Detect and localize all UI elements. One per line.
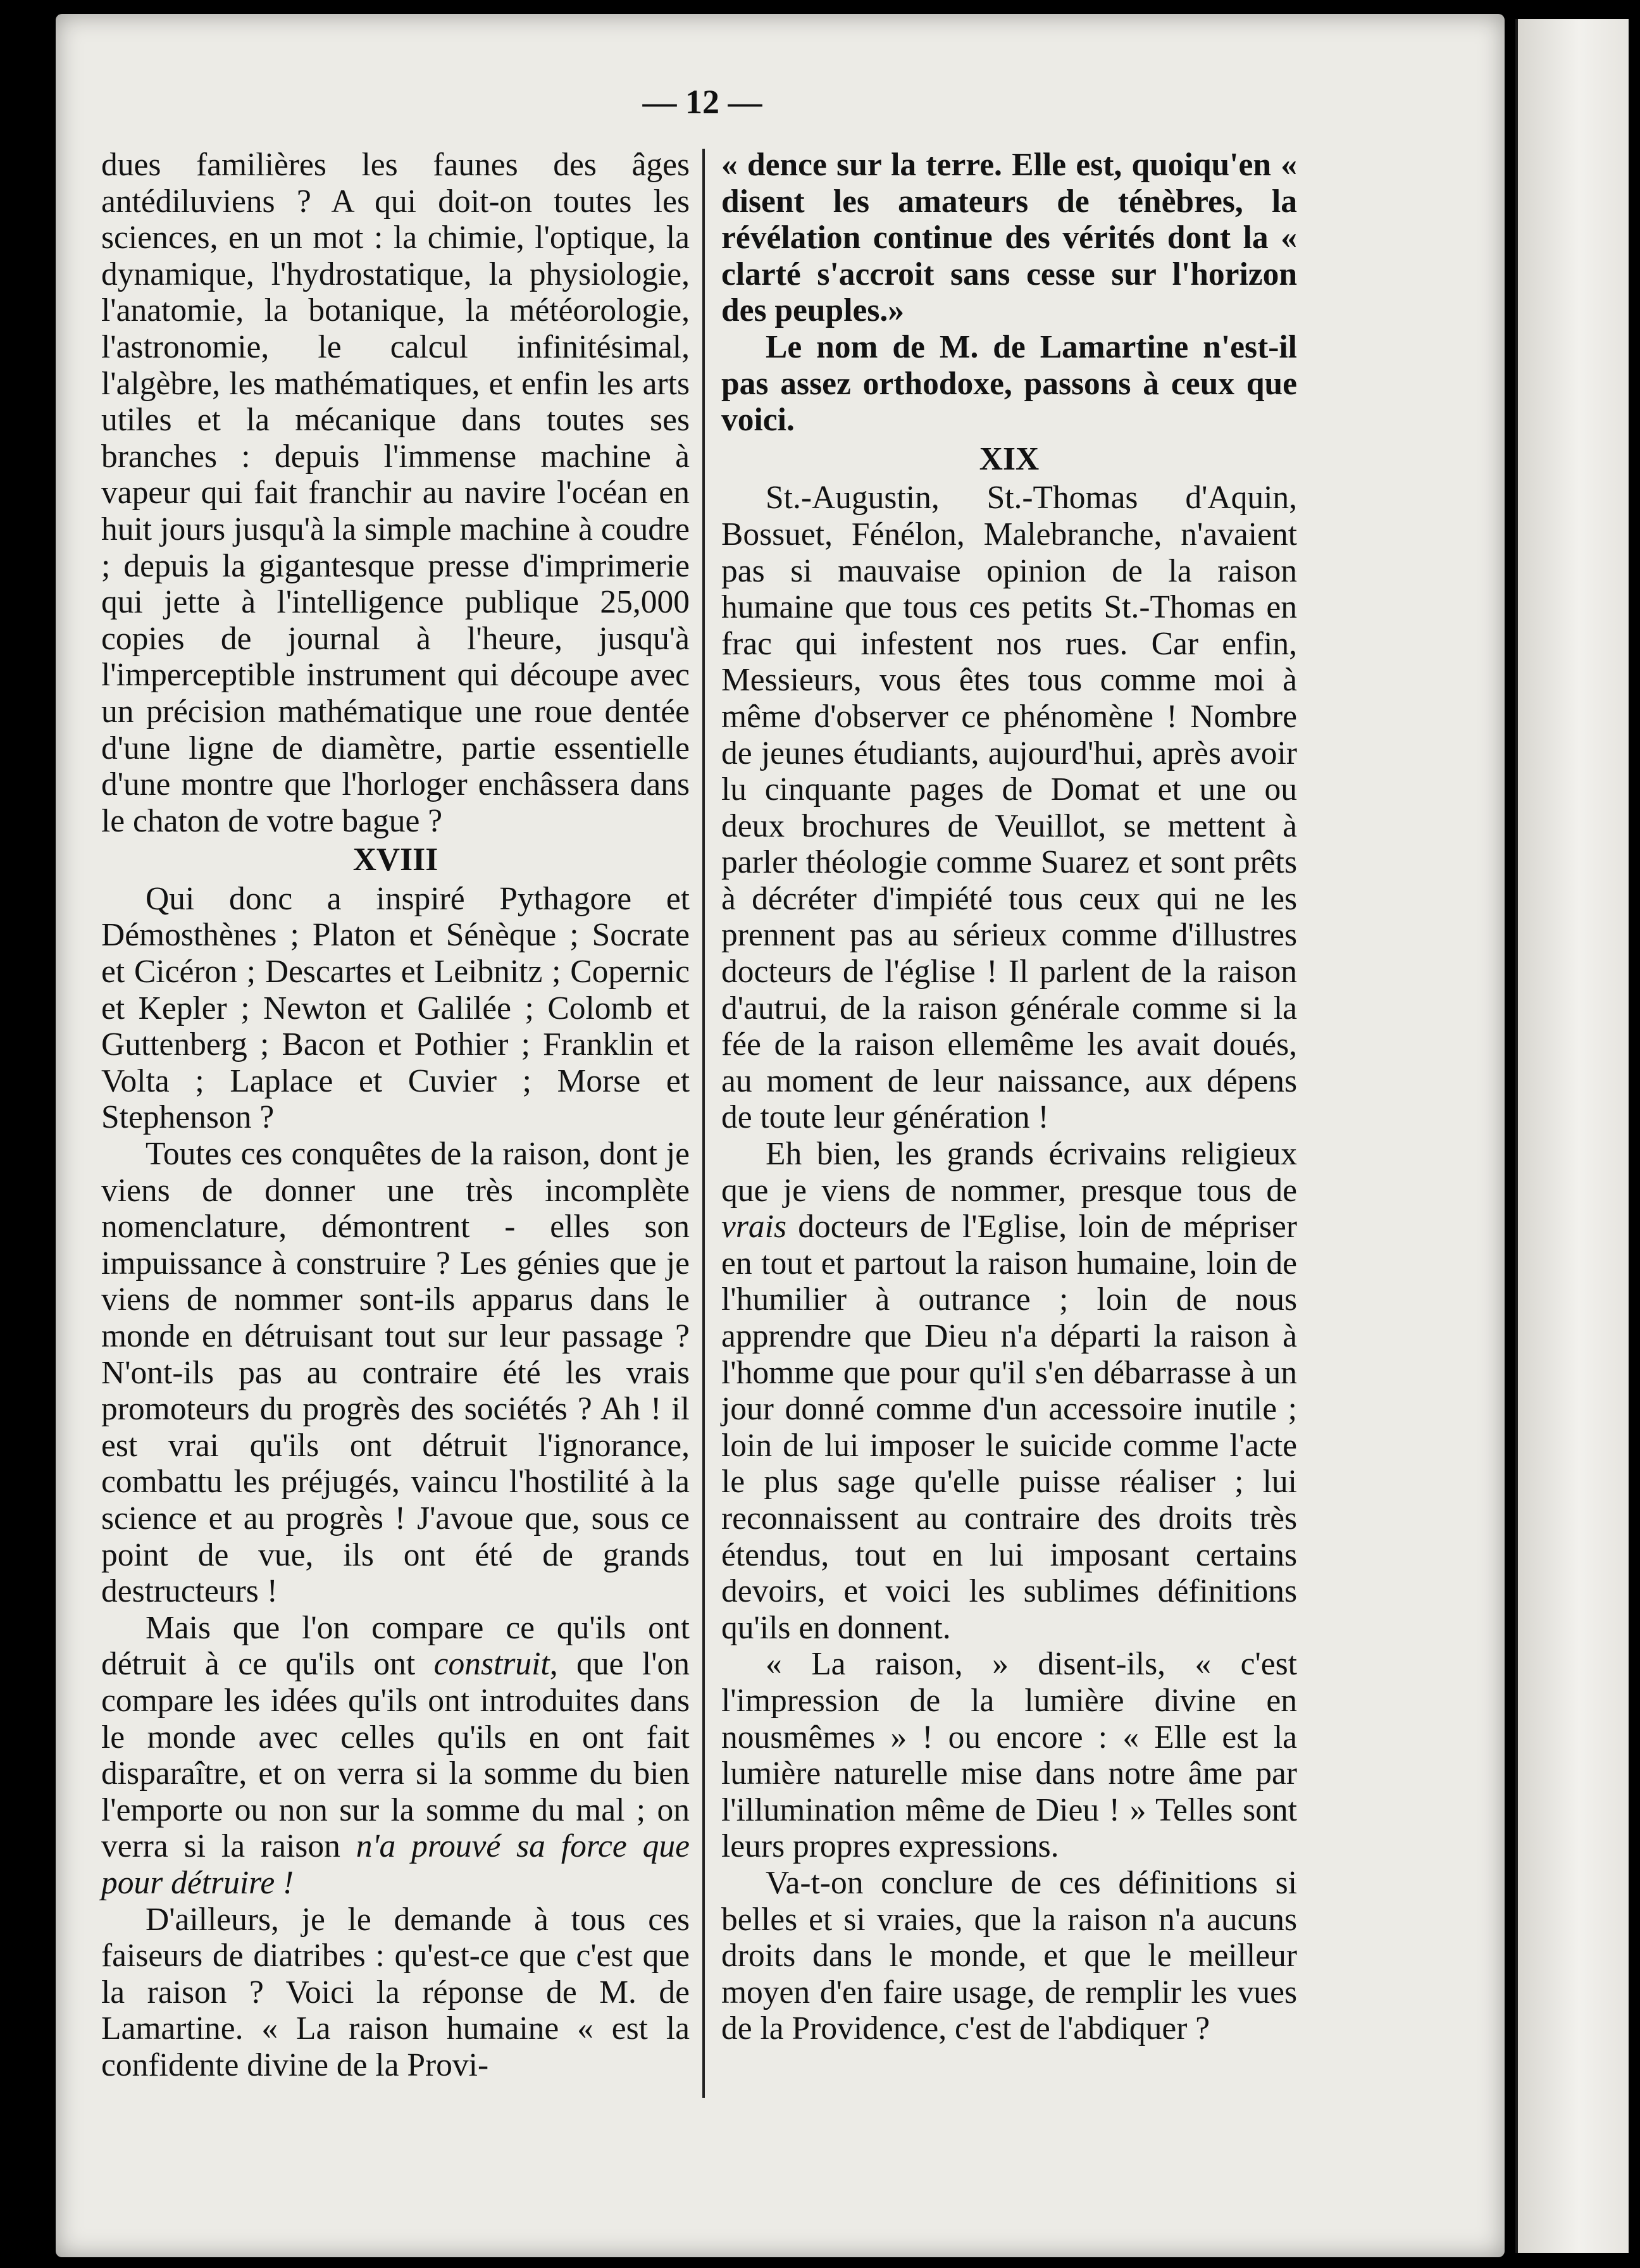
text-run: docteurs de l'Eglise, loin de mépriser en tout et partout la raison humaine, loin de l'humilier à outrance ; loin de nous apprendre que Dieu n'a départi la raison à l'homme que pour qu'il s'en débarrasse à un jour donné comme d'un accessoire inutile ; loin de lui imposer le suicide comme l'acte le plus sage qu'elle puisse réaliser ; lui reconnaissent au contraire des droits très étendus, tout en lui imposant certains devoirs, et voici les sublimes définitions qu'ils en donnent. <box>721 1209 1297 1646</box>
text-run: Eh bien, les grands écrivains religieux que je viens de nommer, presque tous de <box>721 1136 1297 1209</box>
facing-page-edge <box>1515 19 1629 2253</box>
text-run: Mais que l'on compare ce qu'ils ont détruit à ce qu'ils ont <box>101 1609 690 1683</box>
paragraph-comparison <box>101 1610 690 1902</box>
column-rule <box>702 149 705 2098</box>
left-column <box>101 147 690 2083</box>
paragraph-conclusion: Va-t-on conclure de ces définitions si belles et si vraies, que la raison n'a aucuns droits dans le monde, et que le meilleur moyen d'en faire usage, de remplir les vues de la Providence, c'est de l'abdiquer ? <box>721 1864 1297 2047</box>
paragraph-orthodox: Le nom de M. de Lamartine n'est-il pas assez orthodoxe, passons à ceux que voici. <box>721 328 1297 439</box>
page-number: — 12 — <box>642 83 762 121</box>
paragraph-saints: St.-Augustin, St.-Thomas d'Aquin, Bossuet, Fénélon, Malebranche, n'avaient pas si mauvaise opinion de la raison humaine que tous ces petits St.-Thomas en frac qui infestent nos rues. Car enfin, Messieurs, vous êtes tous comme moi à même d'observer ce phénomène ! Nombre de jeunes étudiants, aujourd'hui, après avoir lu cinquante pages de Domat et une ou deux brochures de Veuillot, se mettent à parler théologie comme Suarez et sont prêts à décréter d'impiété tous ceux qui ne les prennent pas au sérieux comme d'illustres docteurs de l'église ! Il parlent de la raison d'autrui, de la raison générale comme si la fée de la raison ellemême les avait doués, au moment de leur naissance, aux dépens de toute leur génération ! <box>721 480 1297 1136</box>
right-column <box>721 147 1297 2047</box>
italic-run: vrais <box>721 1209 786 1245</box>
paragraph-philosophers: Qui donc a inspiré Pythagore et Démosthènes ; Platon et Sénèque ; Socrate et Cicéron ; Descartes et Leibnitz ; Copernic et Kepler ; Newton et Galilée ; Colomb et Guttenberg ; Bacon et Pothier ; Franklin et Volta ; Laplace et Cuvier ; Morse et Stephenson ? <box>101 880 690 1136</box>
paragraph-continuation: dues familières les faunes des âges antédiluviens ? A qui doit-on toutes les sciences, en un mot : la chimie, l'optique, la dynamique, l'hydrostatique, la physiologie, l'anatomie, la botanique, la météorologie, l'astronomie, le calcul infinitésimal, l'algèbre, les mathématiques, et enfin les arts utiles et la mécanique dans toutes ses branches : depuis l'immense machine à vapeur qui fait franchir au navire l'océan en huit jours jusqu'à la simple machine à coudre ; depuis la gigantesque presse d'imprimerie qui jette à l'intelligence publique 25,000 copies de journal à l'heure, jusqu'à l'imperceptible instrument qui découpe avec un précision mathématique une roue dentée d'une ligne de diamètre, partie essentielle d'une montre que l'horloger enchâssera dans le chaton de votre bague ? <box>101 147 690 839</box>
italic-run: n'a prouvé sa force que pour détruire ! <box>101 1828 690 1901</box>
paragraph-definition: « La raison, » disent-ils, « c'est l'impression de la lumière divine en nousmêmes » ! ou encore : « Elle est la lumière naturelle mise dans notre âme par l'illumination même de Dieu ! » Telles sont leurs propres expressions. <box>721 1646 1297 1865</box>
section-heading-xviii: XVIII <box>352 842 438 878</box>
paragraph-lamartine: D'ailleurs, je le demande à tous ces faiseurs de diatribes : qu'est-ce que c'est que la raison ? Voici la réponse de M. de Lamartine. « La raison humaine « est la confidente divine de la Provi- <box>101 1901 690 2083</box>
text-run: , que l'on compare les idées qu'ils ont introduites dans le monde avec celles qu'ils en ont fait disparaître, et on verra si la somme du bien l'emporte ou non sur la somme du mal ; on verra si la raison <box>101 1646 690 1865</box>
section-heading-xix: XIX <box>979 440 1040 477</box>
paragraph-conquests: Toutes ces conquêtes de la raison, dont je viens de donner une très incomplète nomenclature, démontrent - elles son impuissance à construire ? Les génies que je viens de nommer sont-ils apparus dans le monde en détruisant tout sur leur passage ? N'ont-ils pas au contraire été les vrais promoteurs du progrès des sociétés ? Ah ! il est vrai qu'ils ont détruit l'ignorance, combattu les préjugés, vaincu l'hostilité à la science et au progrès ! J'avoue que, sous ce point de vue, ils ont été de grands destructeurs ! <box>101 1136 690 1610</box>
paragraph-writers <box>721 1136 1297 1646</box>
paragraph-quote-continuation: « dence sur la terre. Elle est, quoiqu'en « disent les amateurs de ténèbres, la révélation continue des vérités dont la « clarté s'accroit sans cesse sur l'horizon des peuples.» <box>721 147 1297 329</box>
italic-run: construit <box>433 1646 550 1683</box>
